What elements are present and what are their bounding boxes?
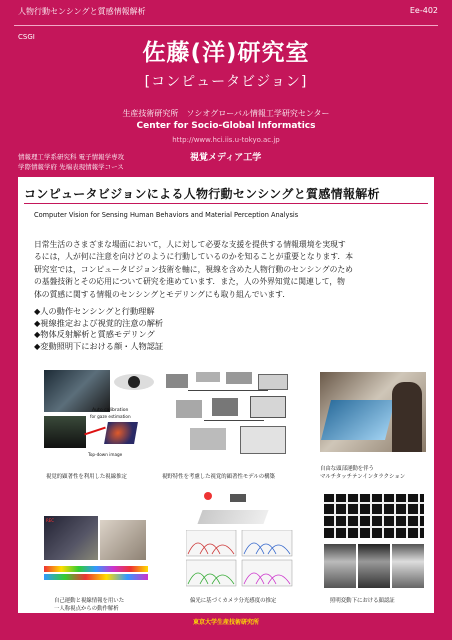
flow-arrow-icon <box>188 390 268 391</box>
research-topics <box>34 306 163 352</box>
head-camera-photo <box>100 520 146 560</box>
description-line: 研究室では，コンピュータビジョン技術を軸に，視線を含めた人物行動のセンシングのため <box>34 264 353 274</box>
figure-tabletop-interaction <box>320 372 426 452</box>
calibration-label-2: for gaze estimation <box>90 414 131 419</box>
caption-tabletop <box>320 466 405 481</box>
diagram-block <box>190 428 226 450</box>
face-photo <box>358 544 390 588</box>
tabletop-screen <box>321 400 395 440</box>
diagram-block <box>212 398 238 416</box>
caption-first-person <box>54 598 124 613</box>
description-line: 体の質感に関する情報のセンシングとモデリングにも取り組んでいます． <box>34 289 291 299</box>
diagram-block <box>250 396 286 418</box>
diagram-block <box>196 372 220 382</box>
caption-gaze-estimation: 視覚的顕著性を利用した視線推定 <box>46 474 127 480</box>
topdown-label: Top-down image <box>88 452 123 457</box>
header-divider <box>14 25 438 26</box>
light-source-icon <box>204 492 212 500</box>
description-line: るには，人が何に注意を向けどのように行動しているのかを知ることが重要となります．本 <box>34 252 354 262</box>
figure-saliency-model <box>160 370 296 468</box>
research-field: 視覚メディア工学 <box>190 153 262 163</box>
polarizer-setup <box>197 510 268 524</box>
caption-first-person-line-1: 自己運動と視線情報を用いた <box>54 598 125 604</box>
department-line-2: 学際情報学府 先端表現情報学コース <box>18 163 124 171</box>
caption-first-person-line-2: 一人称視点からの動作解析 <box>54 605 119 612</box>
poster-code: Ee-402 <box>409 6 438 15</box>
timeline-strip <box>44 574 148 580</box>
gaze-scene-photo <box>44 370 110 412</box>
lab-subtitle: [コンピュータビジョン] <box>144 74 308 90</box>
topic-item: ◆変動照明下における顔・人物認証 <box>34 340 164 351</box>
spectral-plot <box>186 530 296 588</box>
timeline-strip <box>44 566 148 572</box>
diagram-block <box>166 374 188 388</box>
topic-item: ◆人の動作センシングと行動理解 <box>34 306 155 316</box>
description-line: 日常生活のさまざまな場面において，人に対して必要な支援を提供する情報環境を実現す <box>34 240 346 249</box>
rec-badge: REC <box>46 518 55 523</box>
research-title-en: Computer Vision for Sensing Human Behaviors and Material Perception Analysis <box>34 211 299 219</box>
figure-spectral-sensitivity <box>186 492 296 592</box>
department-line-1: 情報理工学系研究科 電子情報学専攻 <box>18 153 125 161</box>
flow-arrow-icon <box>204 420 264 421</box>
calibration-label-1: Auto calibration <box>92 408 129 413</box>
diagram-block <box>176 400 202 418</box>
research-title: コンピュータビジョンによる人物行動センシングと質感情報解析 <box>24 187 380 201</box>
figure-face-recognition <box>324 494 424 592</box>
lab-name: 佐藤(洋)研究室 <box>142 40 310 66</box>
face-photo <box>324 544 356 588</box>
red-arrow-icon <box>84 427 106 436</box>
topic-item: ◆物体反射解析と質感モデリング <box>34 329 155 339</box>
diagram-block <box>258 374 288 390</box>
caption-tabletop-line-1: 自由な頭部運動を伴う <box>320 466 374 472</box>
face-grid-top <box>324 494 424 538</box>
diagram-block <box>226 372 252 384</box>
gaze-thumbnail <box>44 416 86 448</box>
title-rule <box>24 203 428 204</box>
description-line: の基盤技術とその応用について研究を進めています．また，人の外界知覚に関連して，物 <box>34 277 345 287</box>
caption-saliency-model: 視野特性を考慮した視覚的顕著性モデルの構築 <box>162 474 275 480</box>
eye-photo <box>114 374 154 390</box>
saliency-map <box>104 422 138 444</box>
person-silhouette <box>392 382 422 452</box>
departments <box>18 152 124 172</box>
caption-spectral: 偏光に基づくカメラ分光感度の推定 <box>190 598 277 604</box>
caption-tabletop-line-2: マルチタッチテンインタラクション <box>320 473 406 480</box>
topic-item: ◆視線推定および視覚的注意の解析 <box>34 317 164 328</box>
center-tag: CSGI <box>18 33 35 41</box>
face-photo <box>392 544 424 588</box>
figure-first-person <box>44 516 148 588</box>
research-description <box>34 239 414 301</box>
header-title: 人物行動センシングと質感情報解析 <box>18 7 146 16</box>
lab-url[interactable]: http://www.hci.iis.u-tokyo.ac.jp <box>172 136 280 144</box>
caption-face-recognition: 照明変動下における顔認証 <box>330 598 395 604</box>
center-name-en: Center for Socio-Global Informatics <box>136 121 316 131</box>
figure-gaze-estimation <box>44 370 156 470</box>
diagram-block <box>240 426 286 454</box>
footer-institution: 東京大学生産技術研究所 <box>192 619 259 626</box>
institutions: 生産技術研究所 ソシオグローバル情報工学研究センター <box>122 109 330 118</box>
camera-icon <box>230 494 246 502</box>
